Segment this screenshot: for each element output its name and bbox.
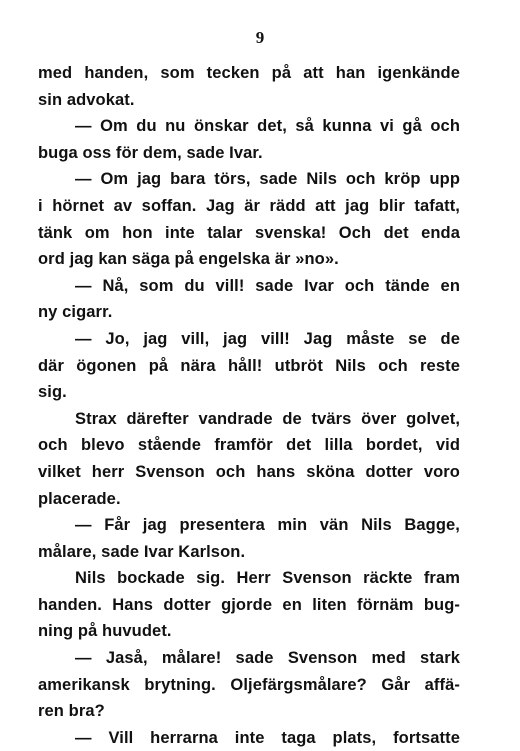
- text-line: — Jaså, målare! sade Svenson med stark: [75, 649, 460, 668]
- text-line: — Jo, jag vill, jag vill! Jag måste se de: [75, 329, 460, 348]
- body-text: [38, 60, 460, 751]
- text-line: amerikansk brytning. Oljefärgsmålare? Går affä-: [38, 675, 460, 694]
- text-line: i hörnet av soffan. Jag är rädd att jag blir tafatt,: [38, 196, 460, 215]
- text-line: — Om jag bara törs, sade Nils och kröp upp: [75, 170, 460, 189]
- text-line: ning på huvudet.: [38, 622, 172, 641]
- text-line: vilket herr Svenson och hans sköna dotter voro: [38, 462, 460, 481]
- text-line: — Om du nu önskar det, så kunna vi gå och: [75, 117, 460, 136]
- text-line: Nils bockade sig. Herr Svenson räckte fram: [75, 569, 460, 588]
- text-line: Strax därefter vandrade de tvärs över golvet,: [75, 409, 460, 428]
- text-line: handen. Hans dotter gjorde en liten förnäm bug-: [38, 595, 460, 614]
- text-line: — Vill herrarna inte taga plats, fortsatte: [75, 728, 460, 747]
- text-line: med handen, som tecken på att han igenkände: [38, 64, 460, 82]
- text-line: ren bra?: [38, 702, 105, 721]
- text-line: och blevo stående framför det lilla bordet, vid: [38, 436, 460, 455]
- text-line: målare, sade Ivar Karlson.: [38, 542, 246, 561]
- text-line: placerade.: [38, 489, 121, 508]
- text-line: där ögonen på nära håll! utbröt Nils och reste: [38, 356, 460, 375]
- text-line: tänk om hon inte talar svenska! Och det enda: [38, 223, 460, 242]
- text-line: ny cigarr.: [38, 303, 113, 322]
- page-number: 9: [255, 28, 265, 47]
- text-line: buga oss för dem, sade Ivar.: [38, 143, 263, 162]
- text-line: — Nå, som du vill! sade Ivar och tände en: [75, 276, 460, 295]
- text-line: ord jag kan säga på engelska är »no».: [38, 250, 339, 269]
- text-line: sin advokat.: [38, 90, 135, 109]
- text-line: — Får jag presentera min vän Nils Bagge,: [75, 516, 460, 535]
- text-line: sig.: [38, 383, 67, 402]
